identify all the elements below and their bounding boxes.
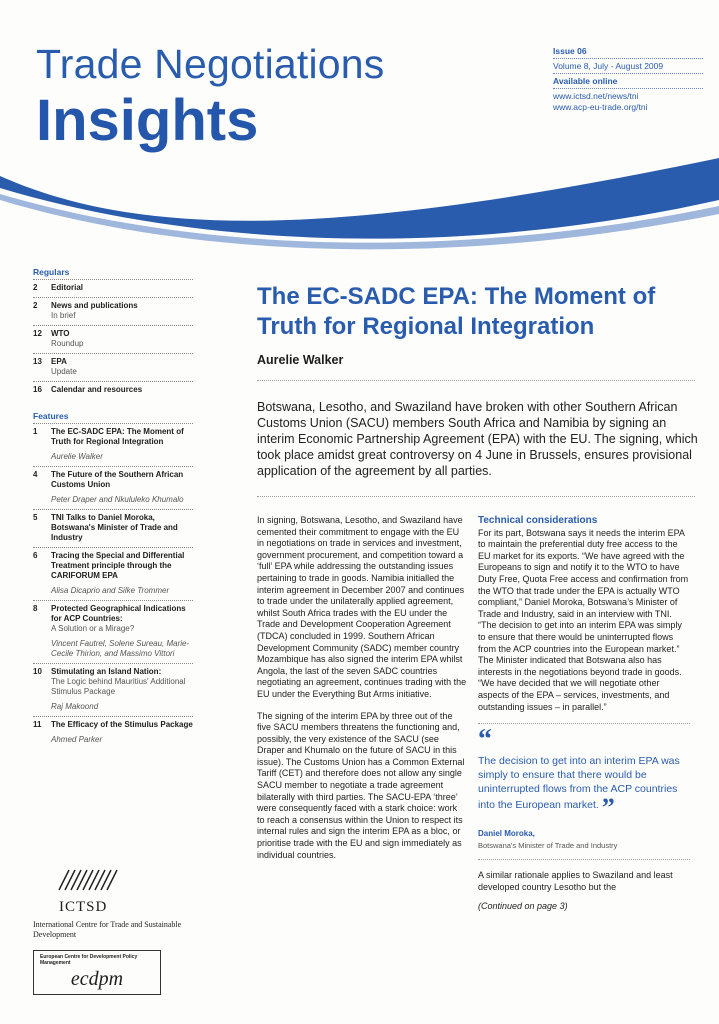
page-number: 11 — [33, 720, 42, 729]
page-number: 4 — [33, 470, 38, 479]
pull-quote — [478, 754, 690, 823]
page-number: 1 — [33, 427, 38, 436]
contents-item-author: Vincent Fautrel, Solene Sureau, Marie-Cecile Thirion, and Massimo Vittori — [51, 639, 190, 658]
contents-item[interactable] — [33, 663, 193, 716]
contents-item-title: EPA — [51, 357, 67, 366]
contents-sidebar — [33, 267, 193, 749]
masthead-title: Trade Negotiations — [36, 41, 385, 87]
contents-item-body — [51, 551, 193, 596]
features-heading: Features — [33, 411, 69, 421]
contents-item-title: The Efficacy of the Stimulus Package — [51, 720, 193, 729]
contents-item-body — [51, 513, 193, 543]
contents-item[interactable] — [33, 381, 193, 399]
contents-item-body — [51, 470, 193, 505]
page-number: 6 — [33, 551, 38, 560]
contents-item[interactable] — [33, 466, 193, 509]
divider — [257, 496, 695, 497]
contents-item[interactable] — [33, 547, 193, 600]
divider — [553, 58, 703, 59]
contents-item-title: Tracing the Special and Differential Treatment principle through the CARIFORUM EPA — [51, 551, 185, 580]
article-paragraph: In signing, Botswana, Lesotho, and Swaziland have cemented their commitment to engage with the EU in negotiations on trade in services and investment, government procurement, and competition toward a ‘full’ EPA while addressing the outstanding issues pertaining to trade in goods. Namibia initialled the interim agreement in December 2007 and continues to trade under the unilaterally applied agreement, whilst South Africa trades with the EU under the Trade and Development Cooperation Agreement (TDCA) concluded in 1999. Southern African Development Community (SADC) member country Mozambique has also signed the interim EPA whilst Angola, the last of the seven SADC countries negotiating an agreement, continues trading with the EU under the Everything But Arms initiative. — [257, 515, 467, 699]
pull-quote-text: The decision to get into an interim EPA was simply to ensure that there would be uninterrupted flows from the ACP countries into the European market. — [478, 755, 680, 812]
quote-role: Botswana's Minister of Trade and Industry — [478, 840, 618, 850]
page-number: 16 — [33, 385, 42, 394]
contents-item[interactable] — [33, 297, 193, 325]
ictsd-logo-graphic — [55, 866, 125, 892]
contents-item-title: Editorial — [51, 283, 84, 292]
article-paragraph: A similar rationale applies to Swaziland and least developed country Lesotho but the — [478, 870, 673, 892]
contents-item-body — [51, 667, 193, 712]
contents-item[interactable] — [33, 279, 193, 297]
ecdpm-name: ecdpm — [70, 968, 124, 990]
article-author: Aurelie Walker — [257, 353, 344, 367]
page-number: 2 — [33, 301, 38, 310]
section-heading: Technical considerations — [478, 515, 598, 526]
url-link[interactable]: www.ictsd.net/news/tni — [553, 91, 639, 101]
page-number: 10 — [33, 667, 42, 676]
contents-item-body — [51, 301, 193, 321]
contents-item-author: Raj Makoond — [51, 702, 99, 711]
contents-item-author: Alisa Dicaprio and Silke Trommer — [51, 586, 170, 595]
contents-item-subtitle: The Logic behind Mauritius' Additional Stimulus Package — [51, 677, 186, 696]
masthead-title-insights: Insights — [36, 88, 259, 153]
contents-item-title: Calendar and resources — [51, 385, 143, 394]
volume-info: Volume 8, July - August 2009 — [553, 61, 664, 71]
contents-item-author: Aurelie Walker — [51, 452, 103, 461]
regulars-heading: Regulars — [33, 267, 70, 277]
contents-item[interactable] — [33, 509, 193, 547]
contents-item-body — [51, 427, 193, 462]
contents-item-subtitle: A Solution or a Mirage? — [51, 624, 135, 633]
contents-item[interactable] — [33, 353, 193, 381]
contents-item[interactable] — [33, 423, 193, 466]
contents-item-body — [51, 329, 193, 349]
issue-number: Issue 06 — [553, 46, 587, 56]
contents-item-title: News and publications — [51, 301, 138, 310]
contents-item-body — [51, 385, 193, 395]
article-column-left — [257, 515, 467, 871]
available-online-label: Available online — [553, 76, 618, 86]
quote-author: Daniel Moroka, — [478, 829, 535, 839]
url-link[interactable]: www.acp-eu-trade.org/tni — [553, 102, 648, 112]
page-number: 8 — [33, 604, 38, 613]
article-headline: The EC-SADC EPA: The Moment of Truth for Regional Integration — [257, 283, 656, 340]
publisher-logos — [33, 866, 193, 995]
open-quote-icon: “ — [478, 724, 492, 756]
divider — [553, 73, 703, 74]
contents-item-title: Protected Geographical Indications for ACP Countries: — [51, 604, 186, 623]
contents-item-subtitle: Update — [51, 367, 77, 376]
page-number: 5 — [33, 513, 38, 522]
contents-item-author: Peter Draper and Nkululeko Khumalo — [51, 495, 184, 504]
divider — [257, 380, 695, 381]
contents-item[interactable] — [33, 716, 193, 749]
contents-item-body — [51, 604, 193, 659]
ictsd-name: ICTSD — [59, 899, 108, 915]
page-number: 2 — [33, 283, 38, 292]
ictsd-description: International Centre for Trade and Sustainable Development — [33, 920, 182, 939]
page-number: 12 — [33, 329, 42, 338]
contents-item-author: Ahmed Parker — [51, 735, 103, 744]
divider — [553, 88, 703, 89]
page-number: 13 — [33, 357, 42, 366]
contents-item-title: The EC-SADC EPA: The Moment of Truth for Regional Integration — [51, 427, 184, 446]
article-paragraph: The signing of the interim EPA by three out of the five SACU members threatens the functioning and, possibly, the very existence of the SACU (see Draper and Khumalo on the future of SACU in this issue). The Customs Union has a Common External Tariff (CET) and therefore does not allow any single SACU member to negotiate a trade agreement bilaterally with third parties. The SACU-EPA ‘three’ were consequently faced with a stark choice: work to reach a consensus within the Union to respect its internal rules and sign the interim EPA as a bloc, or prioritise trade with the EU and sign immediately as individual countries. — [257, 710, 465, 860]
divider — [478, 723, 690, 724]
header-wave-decoration — [0, 148, 719, 253]
contents-item-title: WTO — [51, 329, 70, 338]
features-list — [33, 423, 193, 749]
contents-item-title: Stimulating an Island Nation: — [51, 667, 162, 676]
article-paragraph: For its part, Botswana says it needs the interim EPA to maintain the preferential duty free access to the EU market for its exports. “We have agreed with the Europeans to sign and notify it to the WTO to have Duty Free, Quota Free access and confirmation from the WTO that trade under the EPA is actually WTO compliant,” Daniel Moroka, Botswana’s Minister of Trade and Industry, said in an interview with TNI. “The decision to get into an interim EPA was simply to ensure that there would be uninterrupted flows from the ACP countries into the European market.” The Minister indicated that Botswana also has interests in the negotiations beyond trade in goods. “We have decided that we will negotiate other aspects of the EPA – services, investments, and outstanding issues – in parallel.” — [478, 527, 689, 712]
contents-item-title: The Future of the Southern African Customs Union — [51, 470, 184, 489]
contents-item-title: TNI Talks to Daniel Moroka, Botswana's Minister of Trade and Industry — [51, 513, 178, 542]
close-quote-icon: ” — [601, 793, 615, 823]
contents-item-body — [51, 720, 193, 745]
regulars-list — [33, 279, 193, 399]
contents-item-subtitle: Roundup — [51, 339, 84, 348]
contents-item[interactable] — [33, 600, 193, 663]
contents-item[interactable] — [33, 325, 193, 353]
ecdpm-logo — [33, 950, 161, 995]
contents-item-body — [51, 357, 193, 377]
contents-item-body — [51, 283, 193, 293]
issue-info — [553, 46, 703, 113]
ecdpm-description: European Centre for Development Policy Management — [40, 954, 138, 966]
article-column-right — [478, 515, 690, 913]
contents-item-subtitle: In brief — [51, 311, 76, 320]
divider — [478, 859, 690, 860]
article-lead: Botswana, Lesotho, and Swaziland have broken with other Southern African Customs Union (SACU) members South Africa and Namibia by signing an interim Economic Partnership Agreement (EPA) with the EU. The signing, which took place amidst great controversy on 4 June in Brussels, ensures provisional application of the agreement by all parties. — [257, 400, 698, 478]
continued-note: (Continued on page 3) — [478, 901, 568, 912]
